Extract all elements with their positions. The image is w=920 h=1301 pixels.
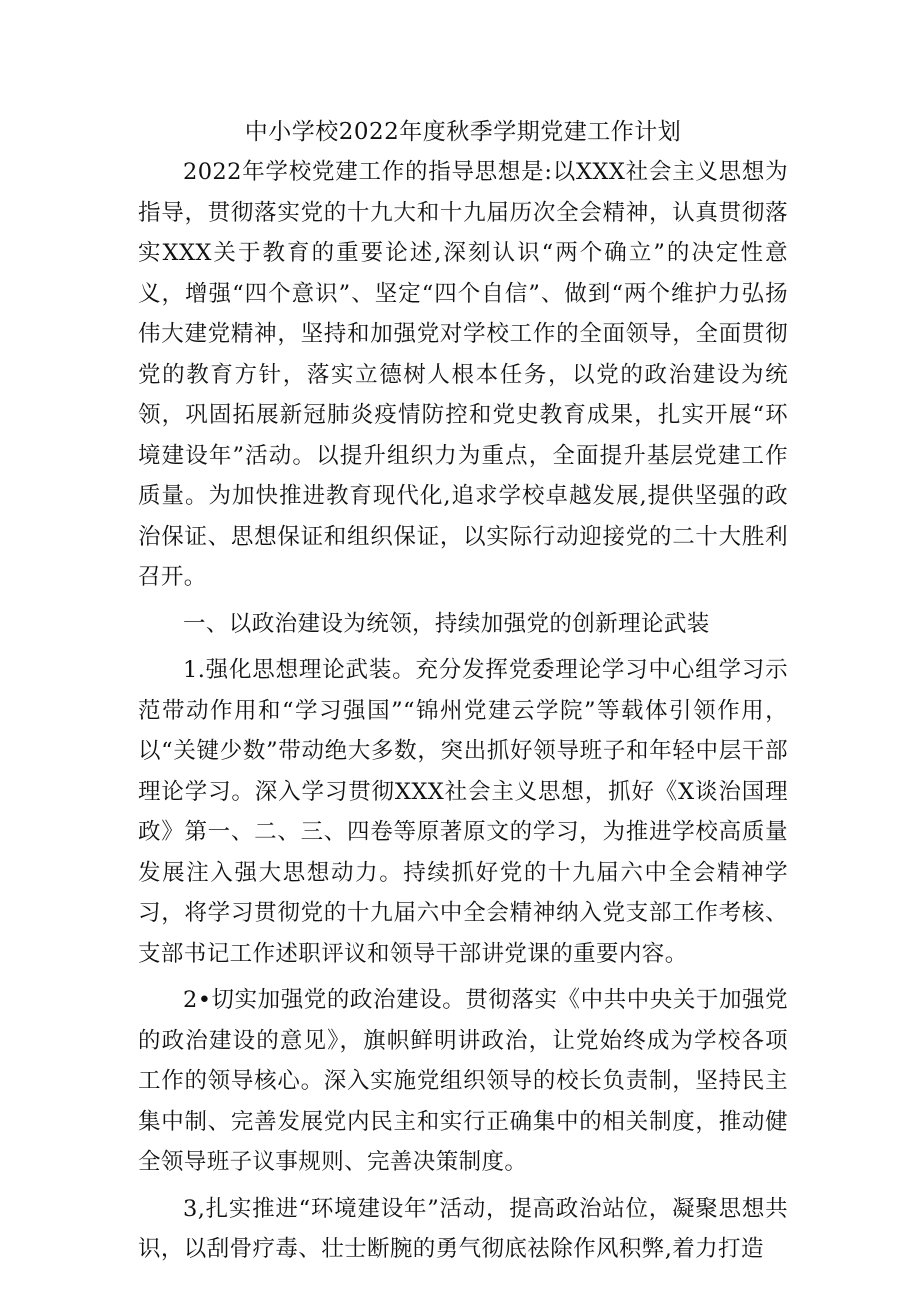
item-paragraph-3: 3,扎实推进“环境建设年”活动，提高政治站位，凝聚思想共识，以刮骨疗毒、壮士断腕的勇气彻底祛除作风积弊,着力打造 (138, 1195, 788, 1262)
document-body (138, 152, 788, 1276)
intro-paragraph: 2022年学校党建工作的指导思想是:以XXX社会主义思想为指导，贯彻落实党的十九大和十九届历次全会精神，认真贯彻落实XXX关于教育的重要论述,深刻认识“两个确立”的决定性意义，增强“四个意识”、坚定“四个自信”、做到“两个维护力弘扬伟大建党精神，坚持和加强党对学校工作的全面领导，全面贯彻党的教育方针，落实立德树人根本任务，以党的政治建设为统领，巩固拓展新冠肺炎疫情防控和党史教育成果，扎实开展“环境建设年”活动。以提升组织力为重点，全面提升基层党建工作质量。为加快推进教育现代化,追求学校卓越发展,提供坚强的政治保证、思想保证和组织保证，以实际行动迎接党的二十大胜利召开。 (138, 159, 788, 590)
document-title: 中小学校2022年度秋季学期党建工作计划 (244, 119, 682, 145)
item-paragraph-1: 1.强化思想理论武装。充分发挥党委理论学习中心组学习示范带动作用和“学习强国”“锦州党建云学院”等载体引领作用，以“关键少数”带动绝大多数，突出抓好领导班子和年轻中层干部理论学习。深入学习贯彻XXX社会主义思想，抓好《X谈治国理政》第一、二、三、四卷等原著原文的学习，为推进学校高质量发展注入强大思想动力。持续抓好党的十九届六中全会精神学习，将学习贯彻党的十九届六中全会精神纳入党支部工作考核、支部书记工作述职评议和领导干部讲党课的重要内容。 (138, 657, 788, 967)
item-paragraph-2: 2•切实加强党的政治建设。贯彻落实《中共中央关于加强党的政治建设的意见》，旗帜鲜明讲政治，让党始终成为学校各项工作的领导核心。深入实施党组织领导的校长负责制，坚持民主集中制、完善发展党内民主和实行正确集中的相关制度，推动健全领导班子议事规则、完善决策制度。 (138, 987, 788, 1175)
section-heading-1: 一、以政治建设为统领，持续加强党的创新理论武装 (183, 610, 710, 637)
